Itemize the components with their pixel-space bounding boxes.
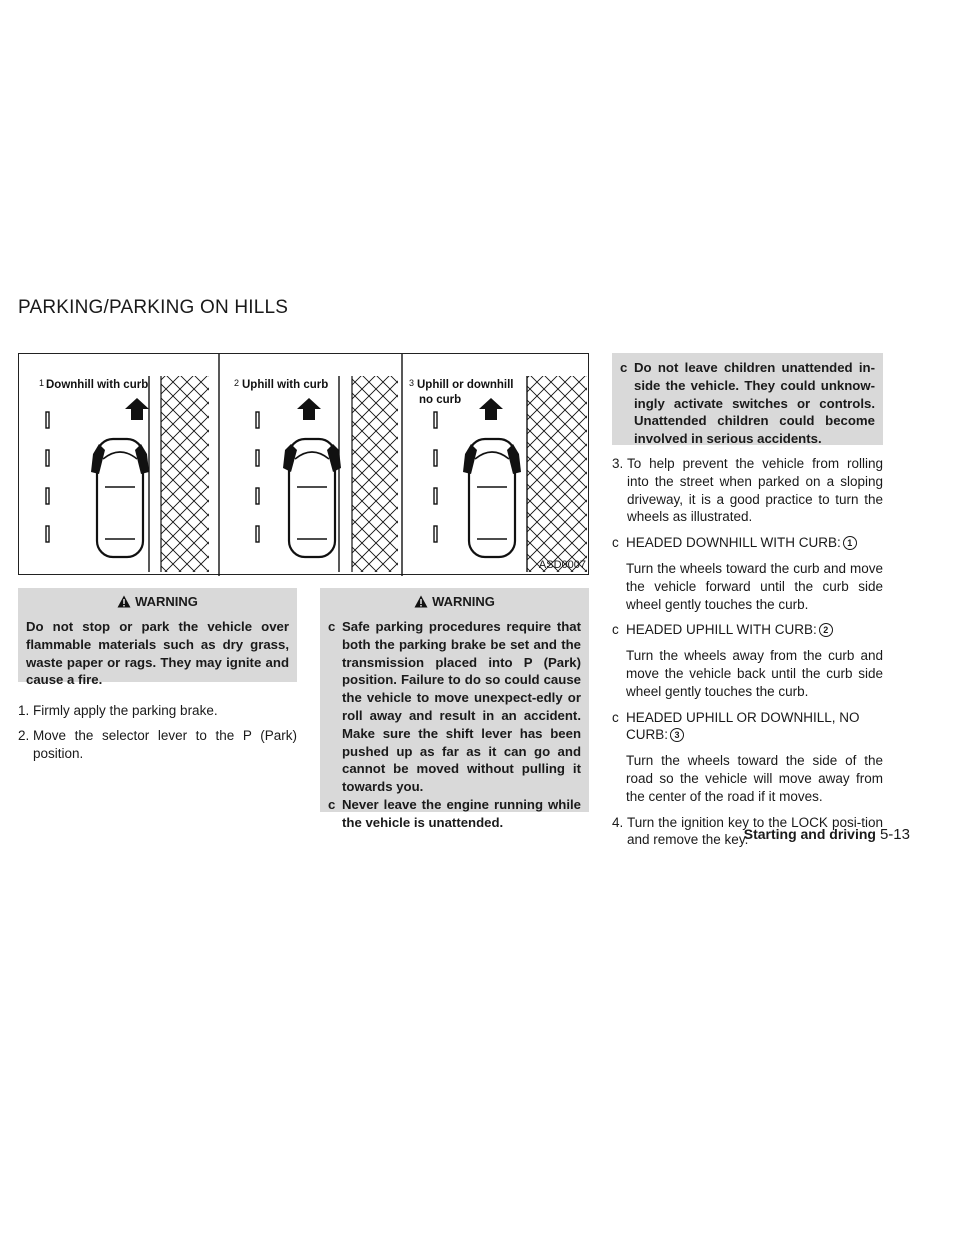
warning-box-flammable — [18, 588, 297, 688]
step-2 — [18, 727, 297, 763]
warning-title: WARNING — [432, 594, 495, 609]
warning-title: WARNING — [135, 594, 198, 609]
warning-bullet-text: Do not leave children unattended in-side the vehicle. They could unknow-ingly activate switches or controls. Unattended children could become involved in serious accidents. — [634, 360, 875, 447]
bullet-glyph: c — [612, 709, 619, 725]
item-text: Turn the wheels away from the curb and move the vehicle back until the curb side wheel gently touches the curb. — [626, 648, 883, 699]
step-3 — [612, 455, 883, 526]
page-footer — [744, 826, 910, 843]
step-text: Firmly apply the parking brake. — [33, 703, 218, 718]
step-text: To help prevent the vehicle from rolling into the street when parked on a sloping driveway, it is a good practice to turn the wheels as illustrated. — [627, 456, 883, 525]
wheel-direction-item — [612, 709, 883, 745]
wheel-direction-item — [612, 621, 883, 639]
warning-bullet — [328, 618, 581, 796]
left-steps — [18, 702, 297, 769]
step-number: 4. — [612, 814, 624, 830]
reference-number: 3 — [670, 728, 684, 742]
step-text: Move the selector lever to the P (Park) position. — [33, 727, 297, 761]
figure-code: ASD0007 — [538, 559, 586, 571]
warning-box-safe-parking — [320, 588, 589, 830]
bullet-glyph: c — [612, 535, 619, 551]
item-heading: HEADED UPHILL WITH CURB: — [626, 622, 817, 638]
warning-bullet-text: Never leave the engine running while the vehicle is unattended. — [342, 796, 581, 830]
warning-header — [26, 594, 289, 611]
warning-bullet — [328, 796, 581, 832]
panel-3-label: Uphill or downhill — [417, 379, 514, 391]
step-number: 2. — [18, 727, 30, 743]
bullet-glyph: c — [328, 796, 336, 812]
footer-section: Starting and driving — [743, 826, 876, 842]
panel-1-label: Downhill with curb — [46, 379, 149, 391]
page-number: 5-13 — [879, 826, 910, 843]
step-1 — [18, 702, 297, 720]
panel-1-number: 1 — [39, 378, 45, 388]
panel-3-label-line2: no curb — [419, 394, 462, 406]
item-heading: HEADED DOWNHILL WITH CURB: — [626, 535, 841, 551]
section-title: PARKING/PARKING ON HILLS — [18, 297, 289, 318]
wheel-direction-item — [612, 534, 883, 552]
reference-number: 2 — [819, 623, 833, 637]
warning-bullet — [620, 359, 875, 448]
item-text: Turn the wheels toward the side of the road so the vehicle will move away from the center of the road if it moves. — [626, 753, 883, 804]
bullet-glyph: c — [328, 619, 336, 634]
warning-box-children — [612, 353, 883, 445]
item-heading: HEADED UPHILL OR DOWNHILL, NO CURB: — [626, 709, 860, 743]
item-text: Turn the wheels toward the curb and move the vehicle forward until the curb side wheel gently touches the curb. — [626, 560, 883, 612]
reference-number: 1 — [843, 536, 857, 550]
warning-triangle-icon — [414, 595, 428, 611]
step-number: 3. — [612, 456, 624, 471]
warning-text: Do not stop or park the vehicle over flammable materials such as dry grass, waste paper or rags. They may ignite and cause a fire. — [26, 619, 289, 688]
warning-header — [328, 594, 581, 611]
warning-bullet-text: Safe parking procedures require that both the parking brake be set and the transmission placed into P (Park) position. Failure to do so could cause the vehicle to move unexpect-edly or roll away and result in an accident. Make sure the shift lever has been pushed up as far as it can go and cannot be moved without pulling it towards you. — [342, 619, 581, 795]
warning-triangle-icon — [117, 595, 131, 611]
bullet-glyph: c — [620, 360, 628, 375]
parking-on-hills-illustration — [18, 353, 589, 575]
right-column — [612, 455, 883, 856]
step-number: 1. — [18, 703, 30, 718]
panel-3-number: 3 — [409, 378, 415, 388]
bullet-glyph: c — [612, 622, 619, 638]
step-text: Turn the ignition key to the LOCK posi-tion and remove the key. — [627, 814, 883, 848]
panel-2-number: 2 — [234, 378, 240, 388]
panel-2-label: Uphill with curb — [242, 379, 329, 391]
